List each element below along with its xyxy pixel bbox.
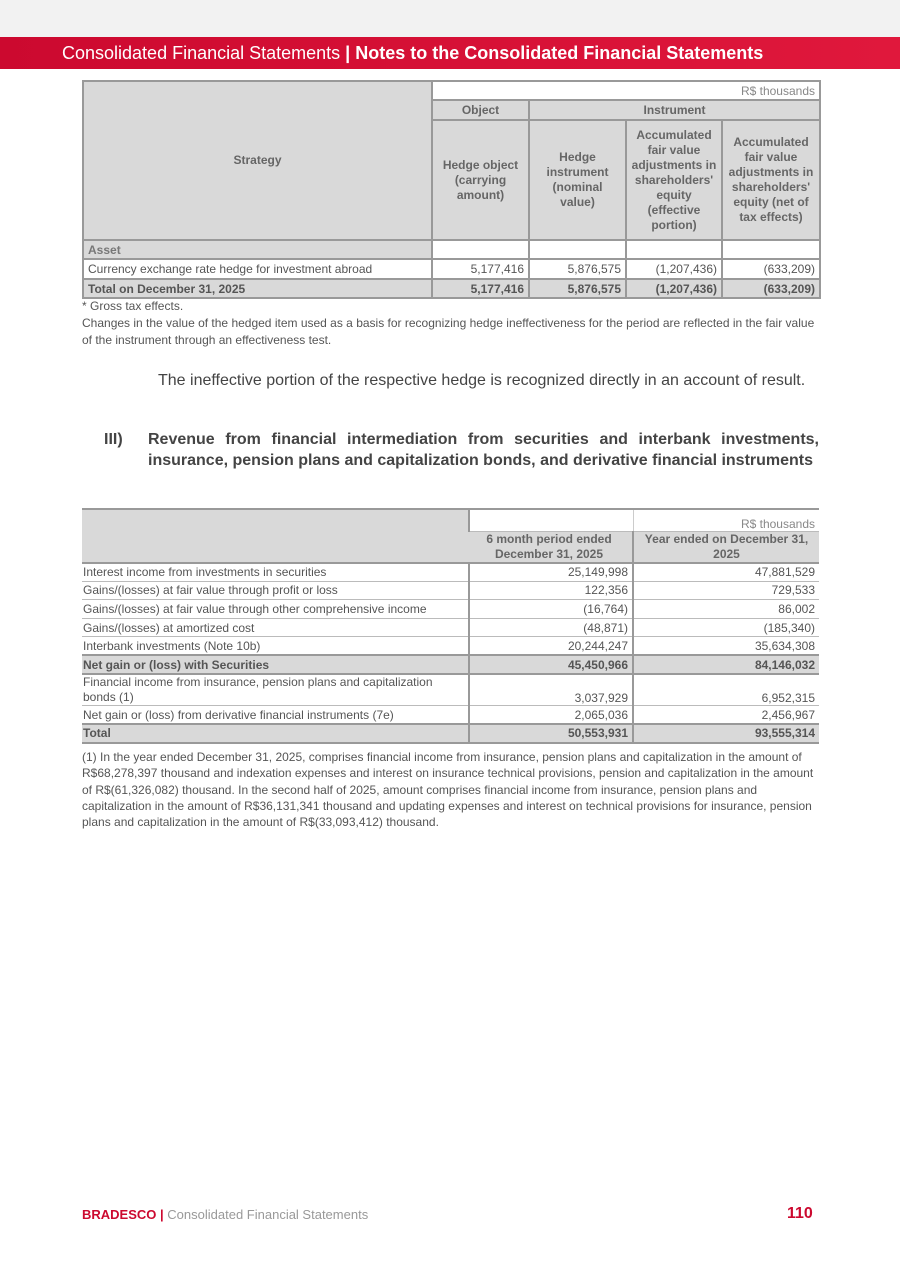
table-row [83,259,820,279]
table-row [82,581,819,600]
total-row [82,724,819,743]
header-section: Consolidated Financial Statements [62,43,341,63]
header-title: Notes to the Consolidated Financial Statements [355,43,764,63]
hedge-footnote: * Gross tax effects. [82,299,184,313]
hedge-table [82,80,821,299]
row-label: Interest income from investments in securities [82,563,469,582]
cell: (48,871) [469,618,633,637]
revenue-table [82,508,819,744]
object-header: Object [432,100,529,120]
cell: 122,356 [469,581,633,600]
table-row [82,674,819,706]
cell: 2,065,036 [469,706,633,725]
col-header: Accumulated fair value adjustments in shareholders' equity (effective portion) [626,120,722,240]
brand-logo: BRADESCO [82,1207,157,1222]
cell: 5,177,416 [432,279,529,298]
cell: 5,876,575 [529,259,626,279]
group-label: Asset [83,240,432,259]
cell: 84,146,032 [633,655,819,674]
section-title: Revenue from financial intermediation from securities and interbank investments, insurance, pension plans and capitalization bonds, and derivative financial instruments [148,431,819,469]
col-header: Year ended on December 31, 2025 [633,531,819,563]
unit-label: R$ thousands [633,509,819,531]
table-row [82,618,819,637]
page-number: 110 [787,1205,813,1222]
unit-label: R$ thousands [432,81,820,100]
col-header: 6 month period ended December 31, 2025 [469,531,633,563]
ineffective-paragraph: The ineffective portion of the respective hedge is recognized directly in an account of result. [158,372,806,389]
cell: 47,881,529 [633,563,819,582]
section-number: III) [104,431,123,448]
table-row [82,637,819,656]
table-row [82,706,819,725]
row-label: Net gain or (loss) from derivative financial instruments (7e) [82,706,469,725]
instrument-header: Instrument [529,100,820,120]
total-row [83,279,820,298]
cell: (16,764) [469,600,633,619]
cell: 45,450,966 [469,655,633,674]
section-heading [104,430,819,471]
subtotal-label: Net gain or (loss) with Securities [82,655,469,674]
cell: 5,177,416 [432,259,529,279]
cell: (1,207,436) [626,259,722,279]
page-header-banner [0,37,900,69]
row-label: Financial income from insurance, pension plans and capitalization bonds (1) [82,674,469,706]
table-row [82,600,819,619]
col-header: Hedge object (carrying amount) [432,120,529,240]
row-label: Gains/(losses) at fair value through profit or loss [82,581,469,600]
header-separator: | [345,43,351,63]
row-label: Interbank investments (Note 10b) [82,637,469,656]
col-header: Hedge instrument (nominal value) [529,120,626,240]
footer-separator: | [160,1207,164,1222]
cell: 35,634,308 [633,637,819,656]
cell: 86,002 [633,600,819,619]
hedge-note: Changes in the value of the hedged item used as a basis for recognizing hedge ineffectiveness for the period are reflected in the fair value of the instrument through an effectiveness test. [82,316,815,347]
cell: 6,952,315 [633,674,819,706]
row-label: Currency exchange rate hedge for investment abroad [83,259,432,279]
cell: 93,555,314 [633,724,819,743]
cell: 50,553,931 [469,724,633,743]
cell: 20,244,247 [469,637,633,656]
table-row [82,563,819,582]
row-label: Gains/(losses) at amortized cost [82,618,469,637]
cell: 25,149,998 [469,563,633,582]
cell: 2,456,967 [633,706,819,725]
cell: 3,037,929 [469,674,633,706]
cell: (1,207,436) [626,279,722,298]
row-label: Gains/(losses) at fair value through other comprehensive income [82,600,469,619]
subtotal-row [82,655,819,674]
cell: 5,876,575 [529,279,626,298]
cell: (185,340) [633,618,819,637]
col-header: Accumulated fair value adjustments in shareholders' equity (net of tax effects) [722,120,820,240]
total-label: Total [82,724,469,743]
cell: 729,533 [633,581,819,600]
page-footer [82,1207,368,1222]
cell: (633,209) [722,279,820,298]
cell: (633,209) [722,259,820,279]
revenue-footnote: (1) In the year ended December 31, 2025, comprises financial income from insurance, pension plans and capitalization in the amount of R$68,278,397 thousand and indexation expenses and interest on insurance technical provisions, pension and capitalization in the amount of R$(61,326,082) thousand. In the second half of 2025, amount comprises financial income from insurance, pension plans and capitalization in the amount of R$36,131,341 thousand and updating expenses and interest on technical provisions for insurance, pension plans and capitalization in the amount of R$(33,093,412) thousand. [82,750,814,830]
top-strip [0,0,900,37]
strategy-header: Strategy [83,81,432,240]
total-label: Total on December 31, 2025 [83,279,432,298]
footer-title: Consolidated Financial Statements [167,1207,369,1222]
